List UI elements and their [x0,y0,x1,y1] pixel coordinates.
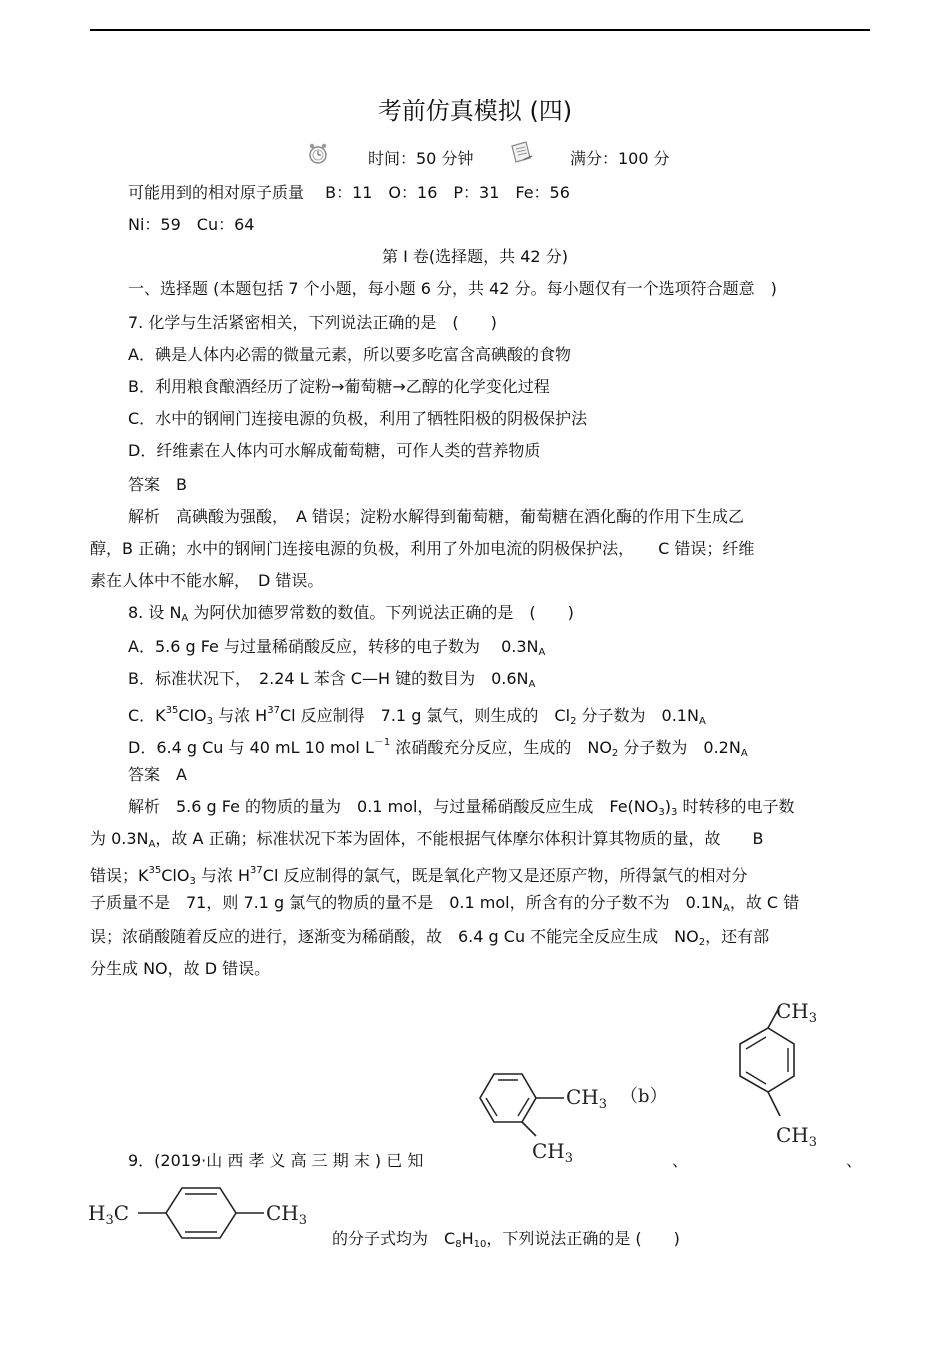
atomic-mass-line-2: Ni：59 Cu：64 [128,215,255,234]
q8-explanation-3: 错误；$K^{35}ClO_3$ 与浓 $H^{37}Cl$ 反应制得的氯气，既是氧化产物又是还原产物，所得氯气的相对分 [90,865,748,887]
atomic-mass-line-1: 可能用到的相对原子质量 B：11 O：16 P：31 Fe：56 [128,183,570,202]
q7-stem: 7. 化学与生活紧密相关，下列说法正确的是 ( ) [128,313,497,332]
q9-separator-2: 、 [846,1151,863,1170]
svg-text:H3C: $H_3C$ [88,1201,130,1228]
svg-text:CH3: $CH_3$ [532,1139,574,1166]
q8-explanation-2: 为 $0.3N_A$，故 A 正确；标准状况下苯为固体，不能根据气体摩尔体积计算其物质的量，故 B [90,829,764,850]
q8-explanation-4: 子质量不是 71，则 7.1 g 氯气的物质的量不是 0.1 mol，所含有的分子数不为 $0.1N_A$，故 C 错 [90,893,800,914]
q8-option-b: B．标准状况下， 2.24 L 苯含 C—H 键的数目为 $0.6N_A$ [128,669,536,690]
top-rule [90,29,870,31]
q7-explanation-1: 解析 高碘酸为强酸， A 错误；淀粉水解得到葡萄糖，葡萄糖在酒化酶的作用下生成乙 [128,507,745,526]
para-xylene-structure [86,1180,336,1246]
q9-stem: 9．(2019·山 西 孝 义 高 三 期 末 ) 已 知 [128,1151,424,1170]
q7-explanation-2: 醇，B 正确；水中的钢闸门连接电源的负极，利用了外加电流的阴极保护法， C 错误；纤维 [90,539,755,558]
page-title: 考前仿真模拟 (四) [377,97,573,125]
q7-option-c: C．水中的钢闸门连接电源的负极，利用了牺牲阳极的阴极保护法 [128,409,588,428]
q8-stem: 8. 设 $N_A$ 为阿伏加德罗常数的数值。下列说法正确的是 ( ) [128,603,574,624]
section-title: 第 I 卷(选择题，共 42 分) [382,247,568,266]
svg-text:CH3: $CH_3$ [266,1201,308,1228]
q8-answer: 答案 A [128,765,187,784]
svg-text:CH3: $CH_3$ [776,999,818,1026]
ortho-xylene-structure [462,1060,672,1170]
q8-option-c: C．$K^{35}ClO_3$ 与浓 $H^{37}Cl$ 反应制得 7.1 g 氯气，则生成的 $Cl_2$ 分子数为 $0.1N_A$ [128,705,706,727]
q8-option-a: A．5.6 g Fe 与过量稀硝酸反应，转移的电子数为 $0.3N_A$ [128,637,546,658]
meta-xylene-structure [690,992,840,1162]
q9-tail: 的分子式均为 $C_8H_{10}$，下列说法正确的是 ( ) [332,1229,680,1250]
q8-explanation-1: 解析 5.6 g Fe 的物质的量为 0.1 mol，与过量稀硝酸反应生成 $Fe(NO_3)_3$ 时转移的电子数 [128,797,795,818]
q8-explanation-5: 误；浓硝酸随着反应的进行，逐渐变为稀硝酸，故 6.4 g Cu 不能完全反应生成 $NO_2$，还有部 [90,927,770,948]
svg-text:（b）: （b） [620,1086,668,1107]
score-sheet-icon [508,140,534,166]
exam-score: 满分：100 分 [570,149,670,168]
svg-text:CH3: $CH_3$ [566,1085,608,1112]
section-description: 一、选择题 (本题包括 7 个小题，每小题 6 分，共 42 分。每小题仅有一个选项符合题意 ) [128,279,777,298]
svg-text:CH3: $CH_3$ [776,1123,818,1150]
q7-explanation-3: 素在人体中不能水解， D 错误。 [90,571,324,590]
q8-option-d: D．6.4 g Cu 与 40 mL 10 mol $L^{-1}$ 浓硝酸充分反应，生成的 $NO_2$ 分子数为 $0.2N_A$ [128,737,748,759]
q7-answer: 答案 B [128,475,187,494]
q7-option-b: B．利用粮食酿酒经历了淀粉→葡萄糖→乙醇的化学变化过程 [128,377,550,396]
q9-separator-1: 、 [672,1151,689,1170]
clock-icon [306,142,330,166]
q7-option-d: D．纤维素在人体内可水解成葡萄糖，可作人类的营养物质 [128,441,541,460]
q7-option-a: A．碘是人体内必需的微量元素，所以要多吃富含高碘酸的食物 [128,345,571,364]
exam-time: 时间：50 分钟 [368,149,474,168]
q8-explanation-6: 分生成 NO，故 D 错误。 [90,959,271,978]
